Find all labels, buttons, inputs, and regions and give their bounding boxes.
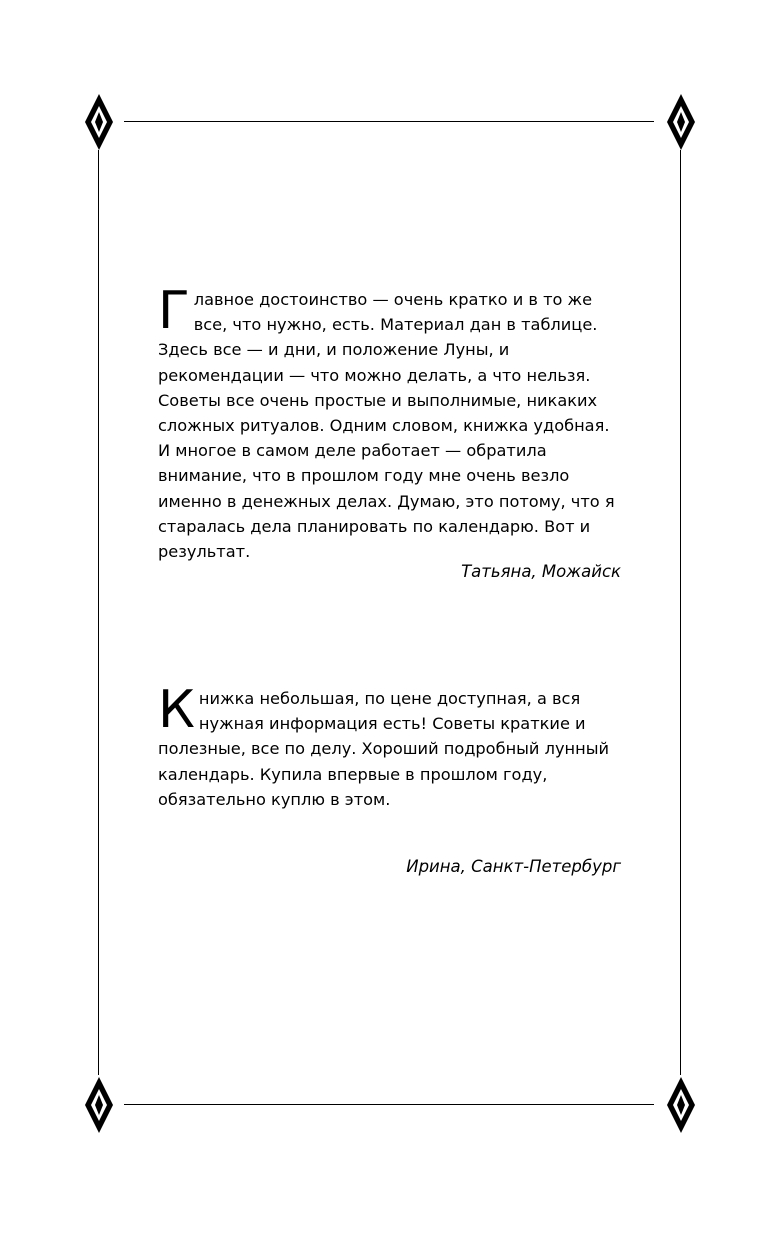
review-author: Татьяна, Можайск xyxy=(461,562,621,581)
diamond-ornament-icon xyxy=(663,1075,699,1135)
review-body: нижка небольшая, по цене доступная, а вся нужная информация есть! Советы краткие и полезные, все по делу. Хороший подробный лунный календарь. Купила впервые в прошлом году, обязательно куплю в этом. xyxy=(158,689,609,809)
drop-cap: К xyxy=(158,680,195,740)
review-body: лавное достоинство — очень кратко и в то же все, что нужно, есть. Материал дан в таблице. Здесь все — и дни, и положение Луны, и рекомендации — что можно делать, а что нельзя. Советы все очень простые и выполнимые, никаких сложных ритуалов. Одним словом, книжка удобная. И многое в самом деле работает — обратила внимание, что в прошлом году мне очень везло именно в денежных делах. Думаю, это потому, что я старалась дела планировать по календарю. Вот и результат. xyxy=(158,290,615,562)
review-irina xyxy=(158,680,621,876)
review-text xyxy=(158,680,621,812)
diamond-ornament-icon xyxy=(81,1075,117,1135)
diamond-ornament-icon xyxy=(81,92,117,152)
review-tatyana xyxy=(158,281,621,581)
diamond-ornament-icon xyxy=(663,92,699,152)
frame-right-line xyxy=(680,150,681,1075)
frame-top-line xyxy=(124,121,654,122)
frame-bottom-line xyxy=(124,1104,654,1105)
review-text xyxy=(158,281,621,564)
review-author: Ирина, Санкт-Петербург xyxy=(406,857,621,876)
drop-cap: Г xyxy=(158,281,190,341)
frame-left-line xyxy=(98,150,99,1075)
